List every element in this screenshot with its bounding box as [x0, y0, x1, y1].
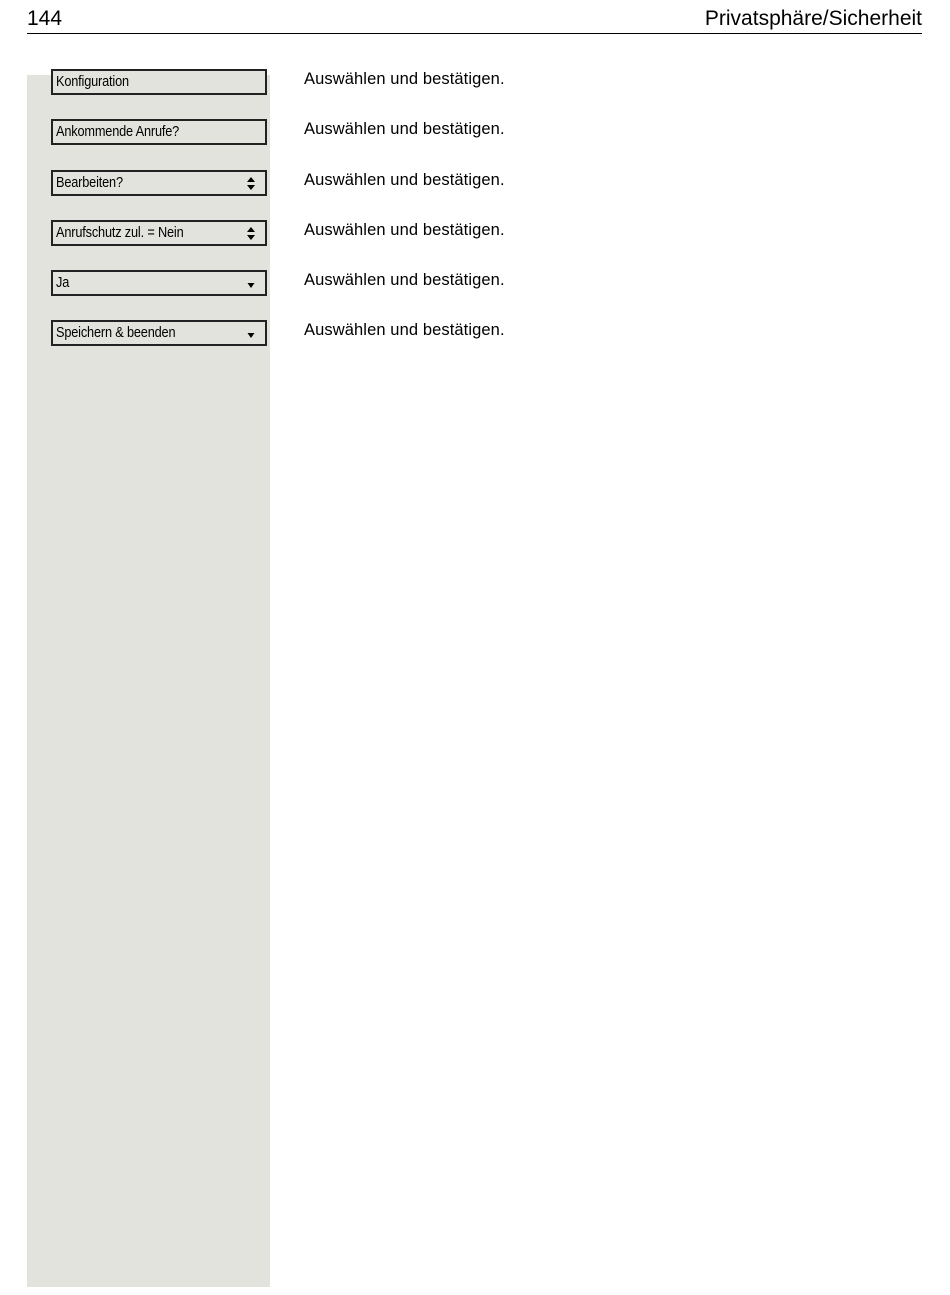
step-instruction: Auswählen und bestätigen. [304, 271, 505, 289]
step-instruction: Auswählen und bestätigen. [304, 120, 505, 138]
menu-item-label: Ankommende Anrufe? [56, 124, 180, 140]
menu-item-speichern-beenden[interactable] [51, 320, 267, 346]
menu-item-ankommende-anrufe[interactable] [51, 119, 267, 145]
menu-item-label: Speichern & beenden [56, 325, 176, 341]
section-title: Privatsphäre/Sicherheit [704, 7, 922, 30]
menu-item-label: Bearbeiten? [56, 175, 123, 191]
page-header [27, 5, 922, 34]
down-arrow-icon [246, 272, 256, 294]
step-instruction: Auswählen und bestätigen. [304, 321, 505, 339]
up-down-arrows-icon [246, 222, 256, 244]
menu-item-ja[interactable] [51, 270, 267, 296]
step-instruction: Auswählen und bestätigen. [304, 70, 505, 88]
display-sidebar [27, 75, 270, 1287]
menu-item-bearbeiten[interactable] [51, 170, 267, 196]
step-instruction: Auswählen und bestätigen. [304, 171, 505, 189]
menu-item-label: Ja [56, 275, 70, 291]
step-instruction: Auswählen und bestätigen. [304, 221, 505, 239]
menu-item-konfiguration[interactable] [51, 69, 267, 95]
down-arrow-icon [246, 322, 256, 344]
up-down-arrows-icon [246, 172, 256, 194]
menu-item-anrufschutz[interactable] [51, 220, 267, 246]
menu-item-label: Anrufschutz zul. = Nein [56, 225, 184, 241]
page-number: 144 [27, 7, 63, 30]
menu-item-label: Konfiguration [56, 74, 129, 90]
